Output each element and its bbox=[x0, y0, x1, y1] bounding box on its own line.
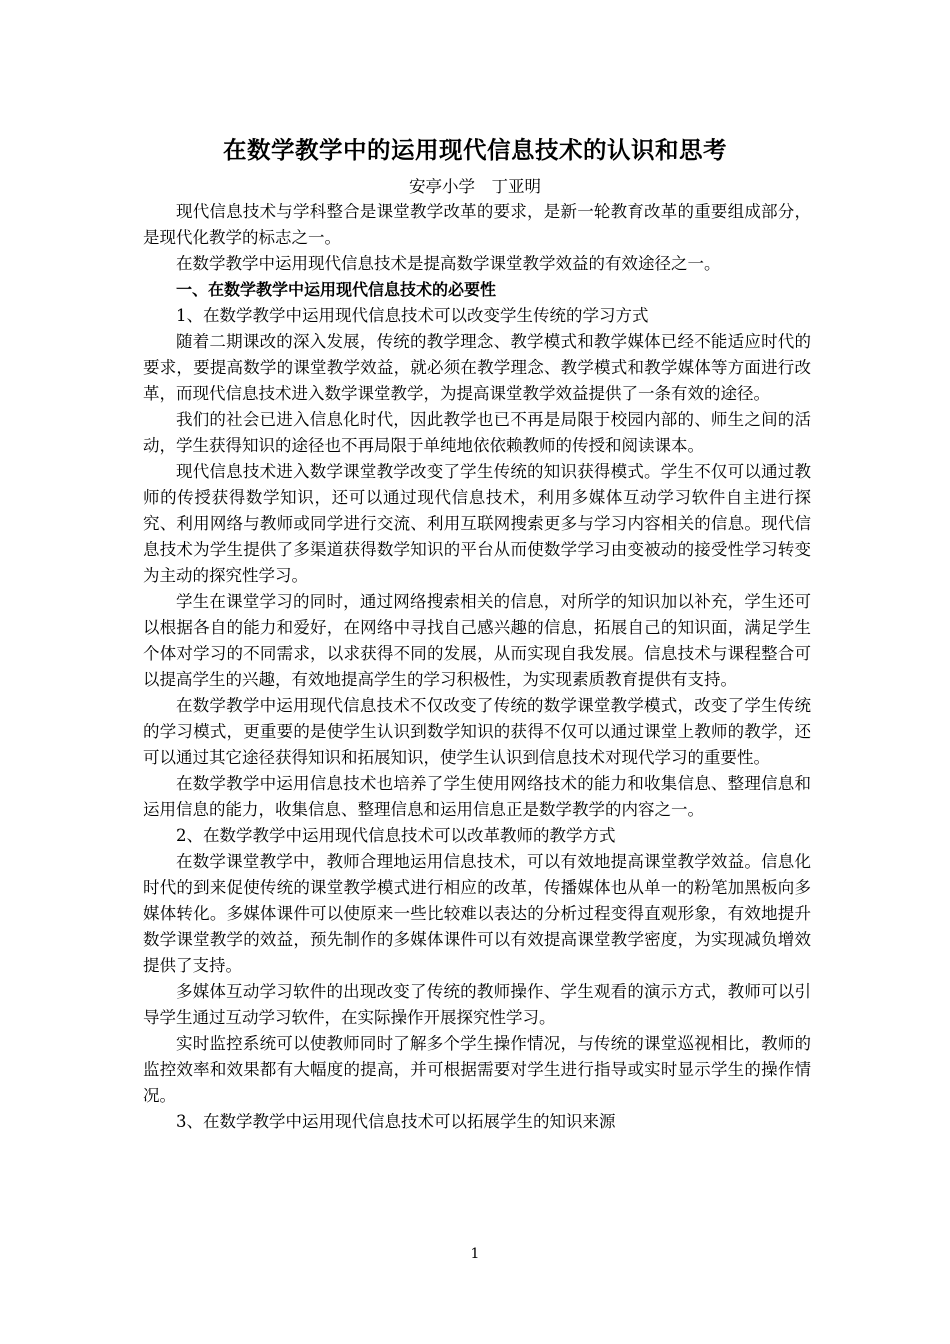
paragraph: 在数学教学中运用现代信息技术不仅改变了传统的数学课堂教学模式，改变了学生传统的学习模式，更重要的是使学生认识到数学知识的获得不仅可以通过课堂上教师的教学，还可以通过其它途径获得知识和拓展知识，使学生认识到信息技术对现代学习的重要性。 bbox=[143, 696, 811, 767]
paragraph: 在数学课堂教学中，教师合理地运用信息技术，可以有效地提高课堂教学效益。信息化时代的到来促使传统的课堂教学模式进行相应的改革，传播媒体也从单一的粉笔加黑板向多媒体转化。多媒体课件可以使原来一些比较难以表达的分析过程变得直观形象，有效地提升数学课堂教学的效益，预先制作的多媒体课件可以有效提高课堂教学密度，为实现减负增效提供了支持。 bbox=[143, 852, 811, 975]
paragraph: 我们的社会已进入信息化时代，因此教学也已不再是局限于校园内部的、师生之间的活动，学生获得知识的途径也不再局限于单纯地依依赖教师的传授和阅读课本。 bbox=[143, 410, 811, 455]
paragraph: 在数学教学中运用信息技术也培养了学生使用网络技术的能力和收集信息、整理信息和运用信息的能力，收集信息、整理信息和运用信息正是数学教学的内容之一。 bbox=[143, 774, 811, 819]
paragraph: 1、在数学教学中运用现代信息技术可以改变学生传统的学习方式 bbox=[176, 306, 649, 325]
section-heading: 一、在数学教学中运用现代信息技术的必要性 bbox=[176, 280, 497, 299]
document-title: 在数学教学中的运用现代信息技术的认识和思考 bbox=[223, 136, 727, 164]
paragraph: 现代信息技术与学科整合是课堂教学改革的要求，是新一轮教育改革的重要组成部分，是现代化教学的标志之一。 bbox=[143, 202, 811, 247]
paragraph: 现代信息技术进入数学课堂教学改变了学生传统的知识获得模式。学生不仅可以通过教师的传授获得数学知识，还可以通过现代信息技术，利用多媒体互动学习软件自主进行探究、利用网络与教师或同学进行交流、利用互联网搜索更多与学习内容相关的信息。现代信息技术为学生提供了多渠道获得数学知识的平台从而使数学学习由变被动的接受性学习转变为主动的探究性学习。 bbox=[143, 462, 811, 585]
paragraph: 多媒体互动学习软件的出现改变了传统的教师操作、学生观看的演示方式，教师可以引导学生通过互动学习软件，在实际操作开展探究性学习。 bbox=[143, 982, 811, 1027]
document-body bbox=[143, 199, 811, 1135]
paragraph: 2、在数学教学中运用现代信息技术可以改革教师的教学方式 bbox=[176, 826, 616, 845]
paragraph: 随着二期课改的深入发展，传统的教学理念、教学模式和教学媒体已经不能适应时代的要求，要提高数学的课堂教学效益，就必须在教学理念、教学模式和教学媒体等方面进行改革，而现代信息技术进入数学课堂教学，为提高课堂教学效益提供了一条有效的途径。 bbox=[143, 332, 811, 403]
paragraph: 在数学教学中运用现代信息技术是提高数学课堂教学效益的有效途径之一。 bbox=[176, 254, 721, 273]
page-number: 1 bbox=[470, 1246, 480, 1262]
paragraph: 学生在课堂学习的同时，通过网络搜索相关的信息，对所学的知识加以补充，学生还可以根据各自的能力和爱好，在网络中寻找自己感兴趣的信息，拓展自己的知识面，满足学生个体对学习的不同需求，以求获得不同的发展，从而实现自我发展。信息技术与课程整合可以提高学生的兴趣，有效地提高学生的学习积极性，为实现素质教育提供有支持。 bbox=[143, 592, 811, 689]
paragraph: 实时监控系统可以使教师同时了解多个学生操作情况，与传统的课堂巡视相比，教师的监控效率和效果都有大幅度的提高，并可根据需要对学生进行指导或实时显示学生的操作情况。 bbox=[143, 1034, 811, 1105]
paragraph: 3、在数学教学中运用现代信息技术可以拓展学生的知识来源 bbox=[176, 1112, 616, 1131]
document-author: 安亭小学 丁亚明 bbox=[409, 177, 541, 196]
